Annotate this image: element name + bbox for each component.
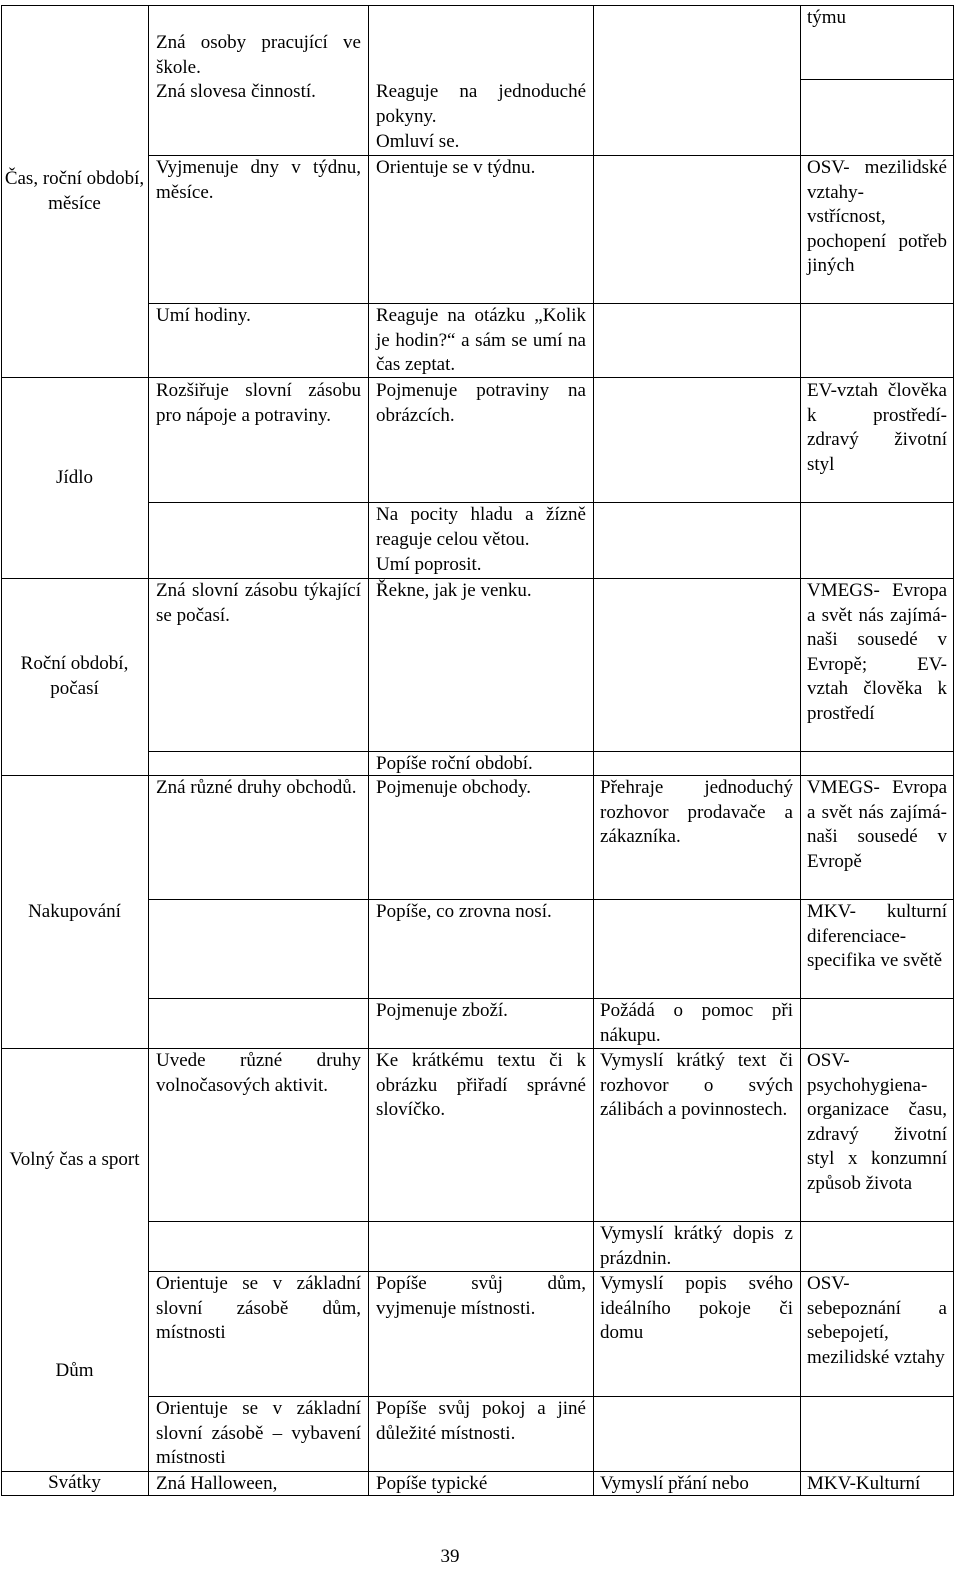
theme-text: VMEGS- Evropa a svět nás zajímá- naši sousedé v Evropě	[807, 777, 947, 872]
theme-text: OSV- mezilidské vztahy- vstřícnost, pochopení potřeb jiných	[807, 157, 947, 277]
theme-text: týmu	[807, 7, 847, 28]
task-text: Vymyslí přání nebo	[600, 1473, 749, 1494]
activity-text: Reaguje na otázku „Kolik je hodin?“ a sám se umí na čas zeptat.	[376, 305, 586, 376]
activity-text: Pojmenuje potraviny na obrázcích.	[376, 380, 586, 426]
activity-text: Popíše svůj dům, vyjmenuje místnosti.	[376, 1273, 586, 1319]
row-divider	[148, 1221, 954, 1222]
theme-text: MKV- kulturní diferenciace- specifika ve světě	[807, 901, 947, 972]
activity-text: Řekne, jak je venku.	[376, 580, 532, 601]
topic-dum	[1, 1272, 148, 1471]
task-text: Požádá o pomoc při nákupu.	[600, 1000, 793, 1046]
outcome-text: Zná osoby pracující ve škole.	[156, 32, 361, 78]
activity-text: Reaguje na jednoduché pokyny.	[376, 81, 586, 127]
topic-svatky	[1, 1472, 148, 1495]
activity-text: Popíše svůj pokoj a jiné důležité místnosti.	[376, 1398, 586, 1444]
topic-cas	[1, 6, 148, 377]
activity-text: Na pocity hladu a žízně reaguje celou větou.	[376, 504, 586, 550]
activity-text: Ke krátkému textu či k obrázku přiřadí správné slovíčko.	[376, 1050, 586, 1121]
outcome-text: Uvede různé druhy volnočasových aktivit.	[156, 1050, 361, 1096]
theme-text: MKV-Kulturní	[807, 1473, 921, 1494]
outcome-text: Umí hodiny.	[156, 305, 251, 326]
topic-nakupovani	[1, 776, 148, 1048]
outcome-text: Orientuje se v základní slovní zásobě – vybavení místnosti	[156, 1398, 361, 1469]
activity-text: Popíše typické	[376, 1473, 488, 1494]
activity-text: Omluví se.	[376, 131, 460, 152]
topic-jidlo	[1, 378, 148, 578]
theme-text: VMEGS- Evropa a svět nás zajímá- naši sousedé v Evropě; EV- vztah člověka k prostředí	[807, 580, 947, 724]
theme-text: EV-vztah člověka k prostředí- zdravý životní styl	[807, 380, 947, 475]
activity-text: Umí poprosit.	[376, 554, 482, 575]
outcome-text: Zná Halloween,	[156, 1473, 278, 1494]
activity-text: Pojmenuje zboží.	[376, 1000, 508, 1021]
outcome-text: Orientuje se v základní slovní zásobě dům, místnosti	[156, 1273, 361, 1344]
task-text: Přehraje jednoduchý rozhovor prodavače a zákazníka.	[600, 777, 793, 848]
activity-text: Popíše, co zrovna nosí.	[376, 901, 552, 922]
activity-text: Popíše roční období.	[376, 753, 533, 774]
outcome-text: Zná slovní zásobu týkající se počasí.	[156, 580, 361, 626]
task-text: Vymyslí popis svého ideálního pokoje či domu	[600, 1273, 793, 1344]
topic-pocasi	[1, 579, 148, 775]
topic-label: Nakupování	[28, 900, 121, 922]
topic-label: Čas, roční období, měsíce	[4, 167, 145, 214]
theme-text: OSV- sebepoznání a sebepojetí, mezilidské vztahy	[807, 1273, 947, 1368]
activity-text: Orientuje se v týdnu.	[376, 157, 536, 178]
topic-label: Roční období, počasí	[20, 653, 129, 699]
outcome-text: Rozšiřuje slovní zásobu pro nápoje a potraviny.	[156, 380, 361, 426]
topic-volny-cas	[1, 1049, 148, 1271]
page-number: 39	[440, 1546, 460, 1567]
row-divider	[800, 79, 954, 80]
topic-label: Volný čas a sport	[9, 1148, 140, 1170]
outcome-text: Zná slovesa činností.	[156, 81, 316, 102]
task-text: Vymyslí krátký dopis z prázdnin.	[600, 1223, 793, 1269]
topic-label: Svátky	[48, 1472, 101, 1494]
outcome-text: Vyjmenuje dny v týdnu, měsíce.	[156, 157, 361, 203]
topic-label: Jídlo	[56, 466, 93, 488]
theme-text: OSV- psychohygiena- organizace času, zdravý životní styl x konzumní způsob života	[807, 1050, 947, 1194]
topic-label: Dům	[55, 1360, 94, 1382]
task-text: Vymyslí krátký text či rozhovor o svých zálibách a povinnostech.	[600, 1050, 793, 1121]
outcome-text: Zná různé druhy obchodů.	[156, 777, 357, 798]
activity-text: Pojmenuje obchody.	[376, 777, 531, 798]
